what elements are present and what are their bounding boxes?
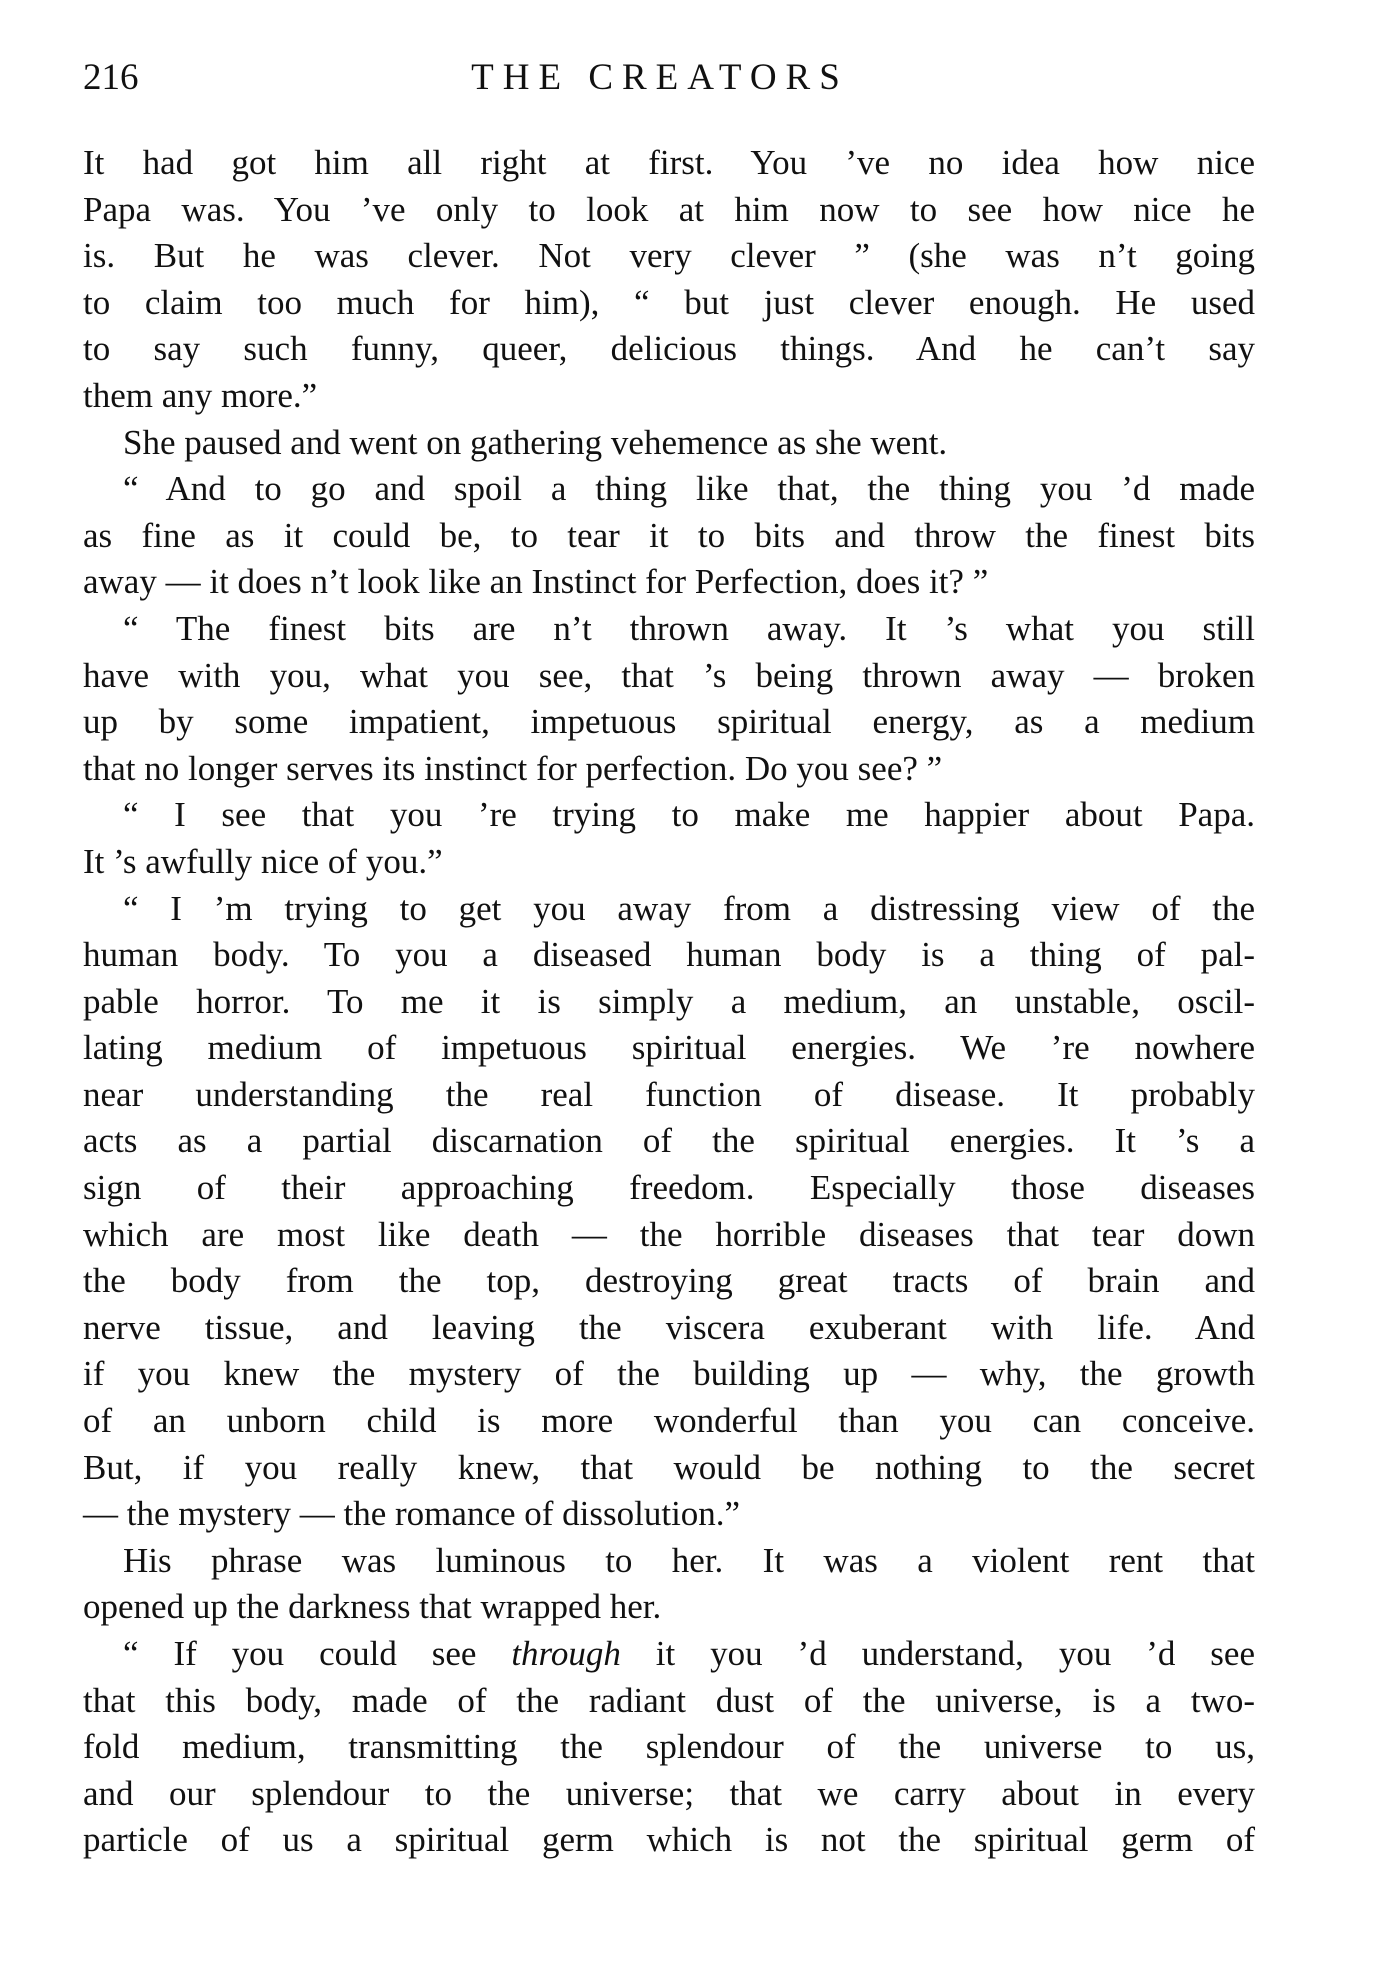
text-line: them any more.” — [83, 375, 318, 415]
text-line: if you knew the mystery of the building up — why, the growth — [83, 1354, 1255, 1394]
text-line: nerve tissue, and leaving the viscera exuberant with life. And — [83, 1307, 1255, 1347]
text-line: to claim too much for him), “ but just clever enough. He used — [83, 282, 1255, 322]
text-line: have with you, what you see, that ’s being thrown away — broken — [83, 655, 1255, 695]
text-line: near understanding the real function of disease. It probably — [83, 1074, 1255, 1114]
text-line — [83, 1631, 1255, 1678]
text-line: human body. To you a diseased human body is a thing of pal- — [83, 935, 1255, 975]
text-segment: “ If you could see — [123, 1634, 512, 1673]
text-line: “ The finest bits are n’t thrown away. It ’s what you still — [123, 608, 1255, 648]
text-line: It had got him all right at first. You ’ve no idea how nice — [83, 143, 1255, 182]
text-segment: it you ’d understand, you ’d see — [620, 1634, 1255, 1673]
text-line: — the mystery — the romance of dissolution.” — [83, 1494, 741, 1534]
italic-text: through — [511, 1634, 621, 1673]
text-line: the body from the top, destroying great tracts of brain and — [83, 1261, 1255, 1301]
text-line: “ And to go and spoil a thing like that, the thing you ’d made — [123, 469, 1255, 509]
text-line: lating medium of impetuous spiritual energies. We ’re nowhere — [83, 1028, 1255, 1068]
text-line: pable horror. To me it is simply a medium, an unstable, oscil- — [83, 981, 1255, 1021]
text-line: Papa was. You ’ve only to look at him now to see how nice he — [83, 189, 1255, 229]
text-line: acts as a partial discarnation of the spiritual energies. It ’s a — [83, 1121, 1255, 1161]
text-line: and our splendour to the universe; that we carry about in every — [83, 1773, 1255, 1813]
text-line: is. But he was clever. Not very clever ” (she was n’t going — [83, 236, 1255, 276]
text-line: She paused and went on gathering vehemence as she went. — [123, 422, 948, 462]
text-line: as fine as it could be, to tear it to bits and throw the finest bits — [83, 515, 1255, 555]
text-line: sign of their approaching freedom. Especially those diseases — [83, 1168, 1255, 1208]
running-title: THE CREATORS — [471, 57, 849, 98]
text-line: It ’s awfully nice of you.” — [83, 841, 443, 881]
text-line: away — it does n’t look like an Instinct for Perfection, does it? ” — [83, 562, 989, 602]
text-line: of an unborn child is more wonderful than you can conceive. — [83, 1401, 1255, 1441]
text-line: up by some impatient, impetuous spiritual energy, as a medium — [83, 702, 1255, 742]
text-line: that this body, made of the radiant dust of the universe, is a two- — [83, 1680, 1255, 1720]
text-line: that no longer serves its instinct for perfection. Do you see? ” — [83, 748, 943, 788]
text-line: fold medium, transmitting the splendour of the universe to us, — [83, 1727, 1255, 1767]
text-line: “ I see that you ’re trying to make me happier about Papa. — [123, 795, 1255, 835]
text-line: His phrase was luminous to her. It was a violent rent that — [123, 1540, 1255, 1580]
page-body-text — [83, 140, 1255, 1864]
page-number: 216 — [83, 57, 139, 98]
text-line: particle of us a spiritual germ which is not the spiritual germ of — [83, 1820, 1255, 1860]
text-line: opened up the darkness that wrapped her. — [83, 1587, 662, 1627]
text-line: to say such funny, queer, delicious things. And he can’t say — [83, 329, 1255, 369]
text-line: “ I ’m trying to get you away from a distressing view of the — [123, 888, 1255, 928]
text-line: which are most like death — the horrible diseases that tear down — [83, 1214, 1255, 1254]
text-line: But, if you really knew, that would be nothing to the secret — [83, 1447, 1255, 1487]
